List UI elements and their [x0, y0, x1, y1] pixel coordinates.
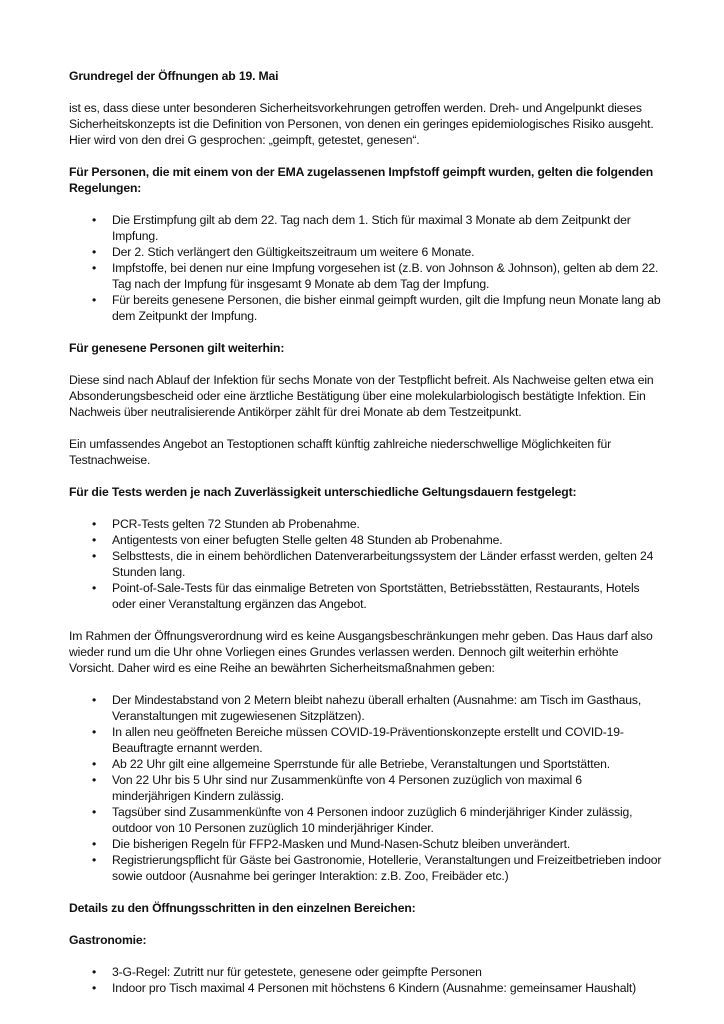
list-item-text: Antigentests von einer befugten Stelle gelten 48 Stunden ab Probenahme.	[112, 533, 503, 547]
list-item-text: Die bisherigen Regeln für FFP2-Masken und Mund-Nasen-Schutz bleiben unverändert.	[112, 837, 571, 851]
list-item-text: Von 22 Uhr bis 5 Uhr sind nur Zusammenkünfte von 4 Personen zuzüglich von maximal 6 minderjährigen Kindern zulässig.	[112, 773, 582, 803]
list-item	[69, 692, 662, 724]
tests-list	[69, 516, 662, 612]
list-item-text: Registrierungspflicht für Gäste bei Gastronomie, Hotellerie, Veranstaltungen und Freizeitbetrieben indoor sowie outdoor (Ausnahme bei geringer Interaktion: z.B. Zoo, Freibäder etc.)	[112, 853, 662, 883]
list-item-text: Tagsüber sind Zusammenkünfte von 4 Personen indoor zuzüglich 6 minderjähriger Kinder zulässig, outdoor von 10 Personen zuzüglich 10 minderjähriger Kinder.	[112, 805, 633, 835]
list-item-text: Indoor pro Tisch maximal 4 Personen mit höchstens 6 Kindern (Ausnahme: gemeinsamer Haushalt)	[112, 981, 637, 995]
bullet-icon: •	[91, 245, 97, 259]
list-item	[69, 244, 662, 260]
list-item	[69, 260, 662, 292]
list-item	[69, 772, 662, 804]
gastronomy-list	[69, 964, 662, 996]
list-item-text: Point-of-Sale-Tests für das einmalige Betreten von Sportstätten, Betriebsstätten, Restaurants, Hotels oder einer Veranstaltung ergänzen das Angebot.	[112, 581, 640, 611]
bullet-icon: •	[91, 853, 97, 867]
bullet-icon: •	[91, 773, 97, 787]
bullet-icon: •	[91, 757, 97, 771]
list-item	[69, 212, 662, 244]
list-item	[69, 532, 662, 548]
list-item	[69, 516, 662, 532]
document-title: Grundregel der Öffnungen ab 19. Mai	[69, 69, 279, 83]
recovered-paragraph: Diese sind nach Ablauf der Infektion für sechs Monate von der Testpflicht befreit. Als Nachweise gelten etwa ein Absonderungsbescheid oder eine ärztliche Bestätigung über eine molekularbiologisch bestätigte Infektion. Ein Nachweis über neutralisierende Antikörper zählt für drei Monate ab dem Testzeitpunkt.	[69, 373, 654, 419]
list-item	[69, 756, 662, 772]
list-item	[69, 292, 662, 324]
list-item-text: 3-G-Regel: Zutritt nur für getestete, genesene oder geimpfte Personen	[112, 965, 482, 979]
bullet-icon: •	[91, 693, 97, 707]
list-item-text: Selbsttests, die in einem behördlichen Datenverarbeitungssystem der Länder erfasst werden, gelten 24 Stunden lang.	[112, 549, 654, 579]
bullet-icon: •	[91, 293, 97, 307]
testing-offer-paragraph: Ein umfassendes Angebot an Testoptionen schafft künftig zahlreiche niederschwellige Möglichkeiten für Testnachweise.	[69, 437, 611, 467]
list-item-text: Der 2. Stich verlängert den Gültigkeitszeitraum um weitere 6 Monate.	[112, 245, 475, 259]
list-item-text: PCR-Tests gelten 72 Stunden ab Probenahme.	[112, 517, 360, 531]
recovered-heading: Für genesene Personen gilt weiterhin:	[69, 341, 285, 355]
list-item	[69, 980, 662, 996]
vaccinated-heading: Für Personen, die mit einem von der EMA zugelassenen Impfstoff geimpft wurden, gelten die folgenden Regelungen:	[69, 165, 653, 195]
list-item	[69, 548, 662, 580]
safety-measures-list	[69, 692, 662, 884]
list-item	[69, 836, 662, 852]
intro-paragraph: ist es, dass diese unter besonderen Sicherheitsvorkehrungen getroffen werden. Dreh- und Angelpunkt dieses Sicherheitskonzepts ist die Definition von Personen, von denen ein geringes epidemiologisches Risiko ausgeht. Hier wird von den drei G gesprochen: „geimpft, getestet, genesen“.	[69, 101, 654, 147]
bullet-icon: •	[91, 965, 97, 979]
regulation-paragraph: Im Rahmen der Öffnungsverordnung wird es keine Ausgangsbeschränkungen mehr geben. Das Haus darf also wieder rund um die Uhr ohne Vorliegen eines Grundes verlassen werden. Dennoch gilt weiterhin erhöhte Vorsicht. Daher wird es eine Reihe an bewährten Sicherheitsmaßnahmen geben:	[69, 629, 653, 675]
list-item	[69, 724, 662, 756]
bullet-icon: •	[91, 581, 97, 595]
bullet-icon: •	[91, 837, 97, 851]
vaccinated-list	[69, 212, 662, 324]
gastronomy-heading: Gastronomie:	[69, 933, 147, 947]
list-item-text: Ab 22 Uhr gilt eine allgemeine Sperrstunde für alle Betriebe, Veranstaltungen und Sportstätten.	[112, 757, 610, 771]
bullet-icon: •	[91, 981, 97, 995]
list-item-text: Die Erstimpfung gilt ab dem 22. Tag nach dem 1. Stich für maximal 3 Monate ab dem Zeitpunkt der Impfung.	[112, 213, 631, 243]
bullet-icon: •	[91, 805, 97, 819]
bullet-icon: •	[91, 517, 97, 531]
list-item-text: Für bereits genesene Personen, die bisher einmal geimpft wurden, gilt die Impfung neun Monate lang ab dem Zeitpunkt der Impfung.	[112, 293, 661, 323]
details-heading: Details zu den Öffnungsschritten in den einzelnen Bereichen:	[69, 901, 416, 915]
list-item-text: In allen neu geöffneten Bereiche müssen COVID-19-Präventionskonzepte erstellt und COVID-19-Beauftragte ernannt werden.	[112, 725, 624, 755]
bullet-icon: •	[91, 213, 97, 227]
list-item	[69, 964, 662, 980]
bullet-icon: •	[91, 261, 97, 275]
list-item-text: Der Mindestabstand von 2 Metern bleibt nahezu überall erhalten (Ausnahme: am Tisch im Gasthaus, Veranstaltungen mit zugewiesenen Sitzplätzen).	[112, 693, 642, 723]
list-item	[69, 580, 662, 612]
bullet-icon: •	[91, 549, 97, 563]
list-item	[69, 804, 662, 836]
list-item-text: Impfstoffe, bei denen nur eine Impfung vorgesehen ist (z.B. von Johnson & Johnson), gelten ab dem 22. Tag nach der Impfung für insgesamt 9 Monate ab dem Tag der Impfung.	[112, 261, 659, 291]
bullet-icon: •	[91, 725, 97, 739]
list-item	[69, 852, 662, 884]
tests-heading: Für die Tests werden je nach Zuverlässigkeit unterschiedliche Geltungsdauern festgelegt:	[69, 485, 577, 499]
bullet-icon: •	[91, 533, 97, 547]
